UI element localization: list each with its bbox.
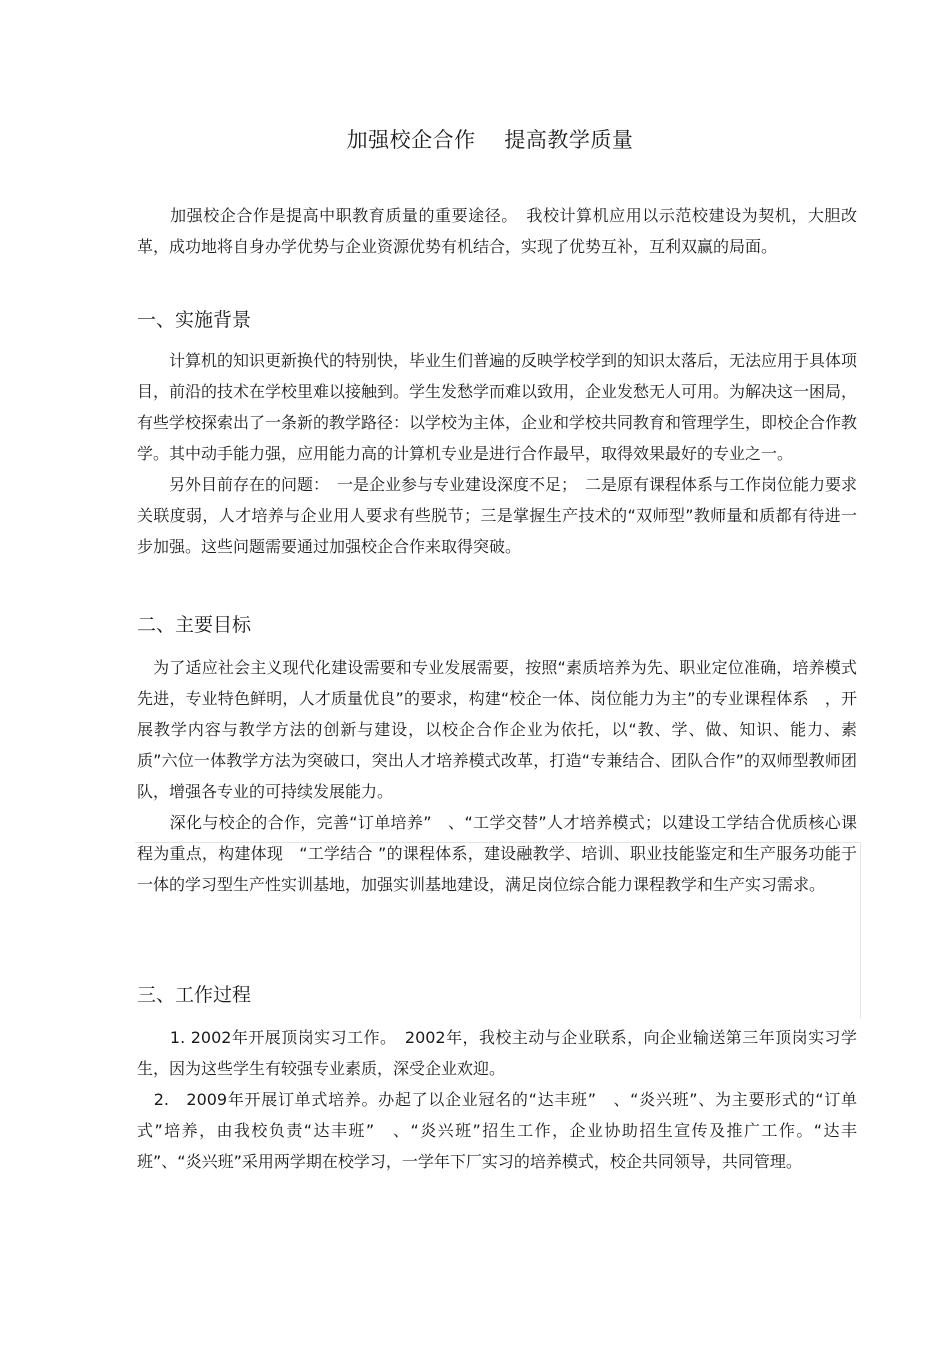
section-heading-process: 三、工作过程: [137, 984, 252, 1006]
goals-paragraph-1: 为了适应社会主义现代化建设需要和专业发展需要，按照“素质培养为先、职业定位准确，培养模式先进，专业特色鲜明，人才质量优良”的要求，构建“校企一体、岗位能力为主”的专业课程体系 ，开展教学内容与教学方法的创新与建设，以校企合作企业为依托，以“教、学、做、知识、能力、素质”六位一体教学方法为突破口，突出人才培养模式改革，打造“专兼结合、团队合作”的双师型教师团队，增强各专业的可持续发展能力。: [137, 658, 857, 801]
background-paragraph-2: 另外目前存在的问题： 一是企业参与专业建设深度不足； 二是原有课程体系与工作岗位能力要求关联度弱，人才培养与企业用人要求有些脱节；三是掌握生产技术的“双师型”教师量和质都有待进一步加强。这些问题需要通过加强校企合作来取得突破。: [137, 475, 858, 556]
process-paragraph-2: 2. 2009年开展订单式培养。办起了以企业冠名的“达丰班” 、“炎兴班”、为主要形式的“订单式”培养，由我校负责“达丰班” 、“炎兴班”招生工作，企业协助招生宣传及推广工作。“达丰班”、“炎兴班”采用两学期在校学习，一学年下厂实习的培养模式，校企共同领导，共同管理。: [137, 1090, 857, 1171]
section-heading-background: 一、实施背景: [137, 309, 252, 331]
intro-text: 加强校企合作是提高中职教育质量的重要途径。 我校计算机应用以示范校建设为契机，大胆改革，成功地将自身办学优势与企业资源优势有机结合，实现了优势互补，互利双赢的局面。: [137, 206, 857, 256]
intro-paragraph: [137, 200, 857, 262]
background-paragraph-1: 计算机的知识更新换代的特别快，毕业生们普遍的反映学校学到的知识太落后，无法应用于具体项目，前沿的技术在学校里难以接触到。学生发愁学而难以致用，企业发愁无人可用。为解决这一困局，有些学校探索出了一条新的教学路径：以学校为主体，企业和学校共同教育和管理学生，即校企合作教学。其中动手能力强，应用能力高的计算机专业是进行合作最早，取得效果最好的专业之一。: [137, 351, 858, 463]
document-title: 加强校企合作 提高教学质量: [346, 128, 634, 152]
section-process-body: [137, 1022, 857, 1177]
goals-paragraph-2: 深化与校企的合作，完善“订单培养” 、“工学交替”人才培养模式；以建设工学结合优质核心课程为重点，构建体现 “工学结合 ”的课程体系，建设融教学、培训、职业技能鉴定和生产服务功能于一体的学习型生产性实训基地，加强实训基地建设，满足岗位综合能力课程教学和生产实习需求。: [137, 813, 857, 894]
section-background-body: [137, 345, 857, 562]
process-paragraph-1: 1. 2002年开展顶岗实习工作。 2002年，我校主动与企业联系，向企业输送第三年顶岗实习学生，因为这些学生有较强专业素质，深受企业欢迎。: [137, 1028, 857, 1078]
section-heading-goals: 二、主要目标: [137, 614, 252, 636]
